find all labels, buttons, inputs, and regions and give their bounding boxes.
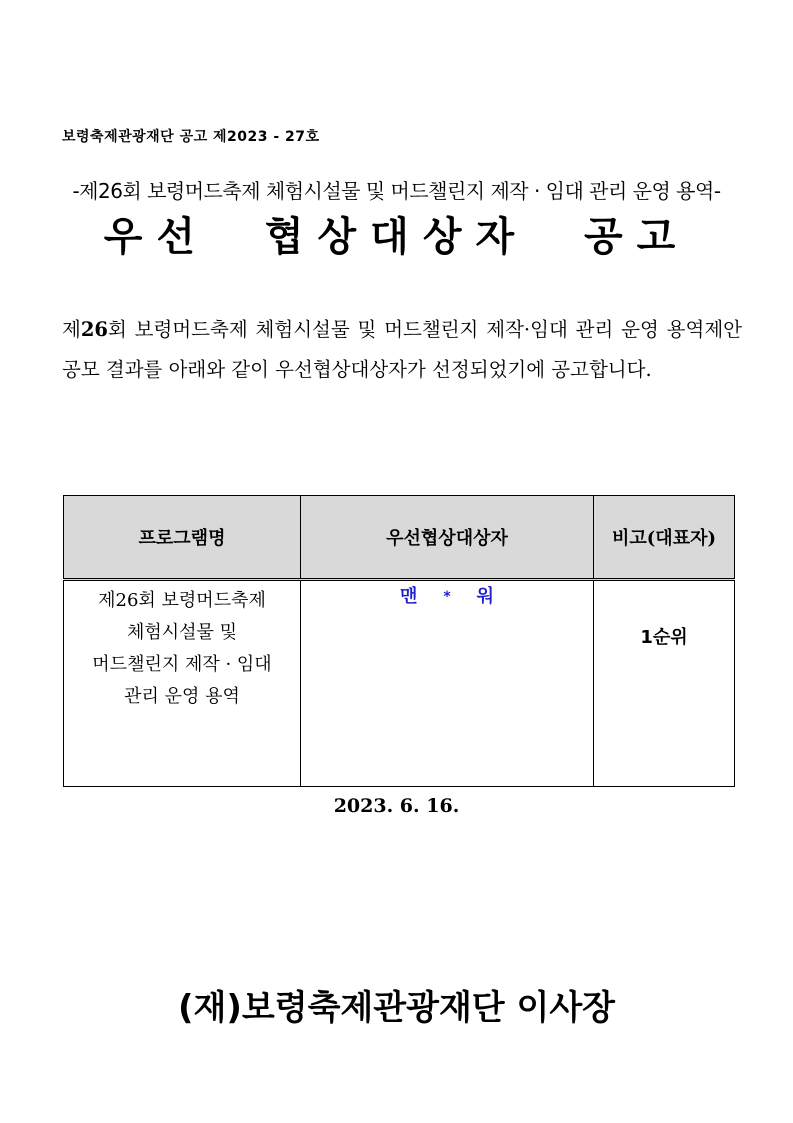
body-text-rest: 회 보령머드축제 체험시설물 및 머드챌린지 제작·임대 관리 운영 용역제안공모 결과를 아래와 같이 우선협상대상자가 선정되었기에 공고합니다. [62, 318, 742, 381]
issuer-signature: (재)보령축제관광재단 이사장 [177, 988, 616, 1028]
cell-note: 1순위 [594, 580, 735, 787]
table-header-row [64, 496, 735, 580]
table-row [64, 580, 735, 787]
program-line-1: 제26회 보령머드축제 [98, 590, 266, 611]
announcement-body [62, 310, 742, 390]
notice-number: 보령축제관광재단 공고 제2023 - 27호 [62, 129, 320, 145]
header-winner: 우선협상대상자 [301, 496, 594, 580]
winner-name-separator: * [443, 589, 451, 605]
announcement-date: 2023. 6. 16. [333, 795, 460, 817]
result-table [63, 495, 735, 787]
cell-program [64, 580, 301, 787]
document-title-text: 우선 협상대상자 공고 [103, 214, 690, 260]
cell-winner [301, 580, 594, 787]
program-line-2: 체험시설물 및 [126, 622, 238, 643]
program-line-4: 관리 운영 용역 [124, 686, 240, 707]
header-program: 프로그램명 [64, 496, 301, 580]
document-title [0, 205, 793, 262]
body-text-number: 26 [80, 318, 108, 341]
program-line-3: 머드챌린지 제작 · 임대 [92, 654, 272, 675]
document-subtitle: -제26회 보령머드축제 체험시설물 및 머드챌린지 제작 · 임대 관리 운영 용역- [72, 179, 721, 203]
winner-name-second: 워 [476, 586, 495, 607]
header-note: 비고(대표자) [594, 496, 735, 580]
body-text-start: 제 [62, 318, 81, 341]
winner-name-first: 맨 [399, 586, 418, 607]
